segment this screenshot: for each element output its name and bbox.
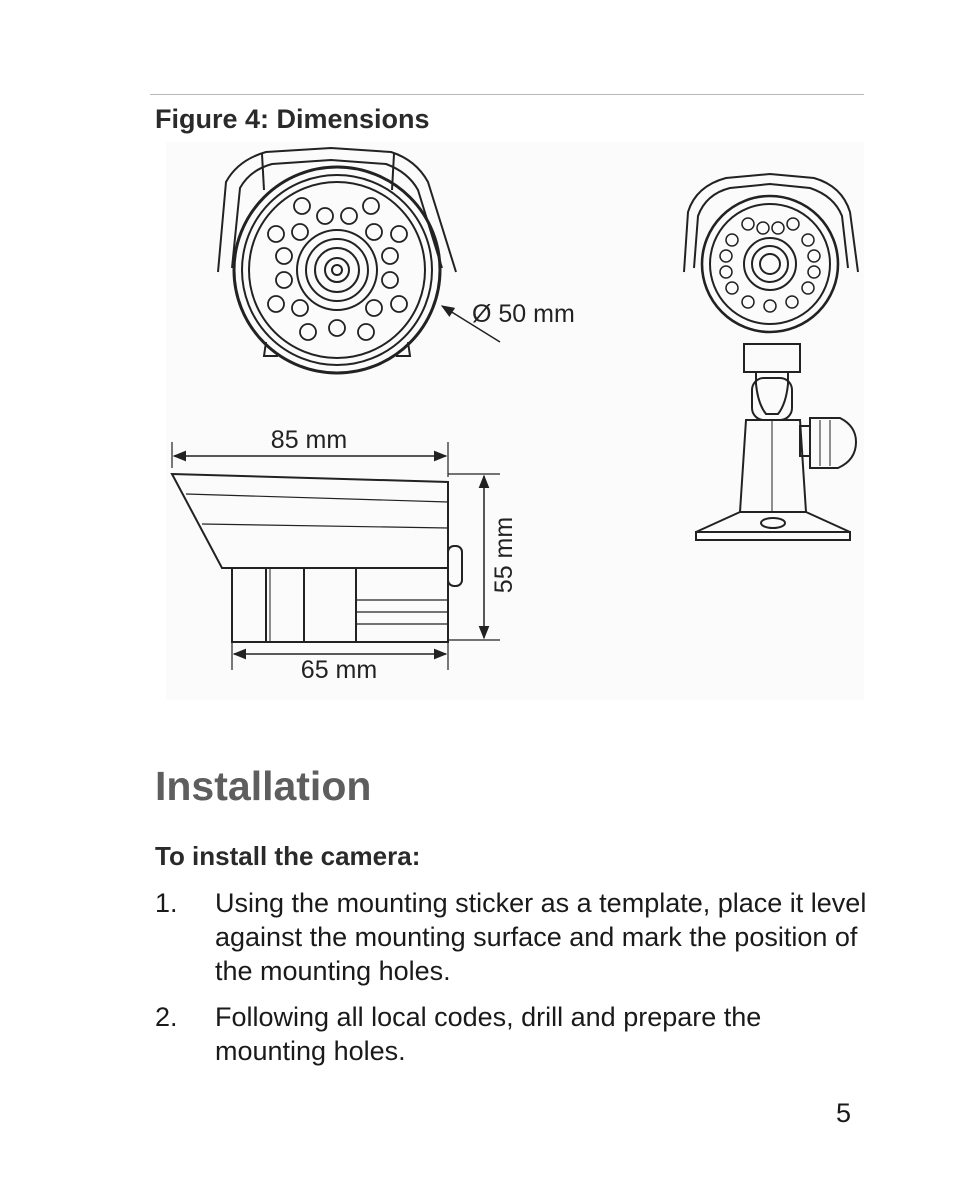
header-rule: [150, 94, 864, 95]
camera-mounted-view: [684, 174, 858, 540]
installation-steps: [155, 886, 875, 1080]
page-number: 5: [836, 1098, 852, 1128]
dimensions-figure: [166, 142, 864, 700]
step-number: 2.: [155, 1002, 178, 1032]
step-text: Using the mounting sticker as a template, place it level against the mounting surface and mark the position of the mounting holes.: [215, 888, 867, 986]
camera-side-view: [172, 442, 500, 670]
procedure-heading: To install the camera:: [155, 841, 421, 871]
height-label: 55 mm: [490, 516, 518, 594]
figure-caption: Figure 4: Dimensions: [155, 104, 430, 134]
section-title: Installation: [155, 763, 372, 809]
base-length-label: 65 mm: [300, 656, 378, 684]
diameter-label: Ø 50 mm: [472, 300, 575, 328]
step-text: Following all local codes, drill and prepare the mounting holes.: [215, 1002, 762, 1066]
camera-front-view: [218, 148, 456, 373]
step-number: 1.: [155, 888, 178, 918]
list-item: [155, 886, 875, 988]
list-item: [155, 1000, 875, 1068]
length-label: 85 mm: [270, 426, 348, 454]
